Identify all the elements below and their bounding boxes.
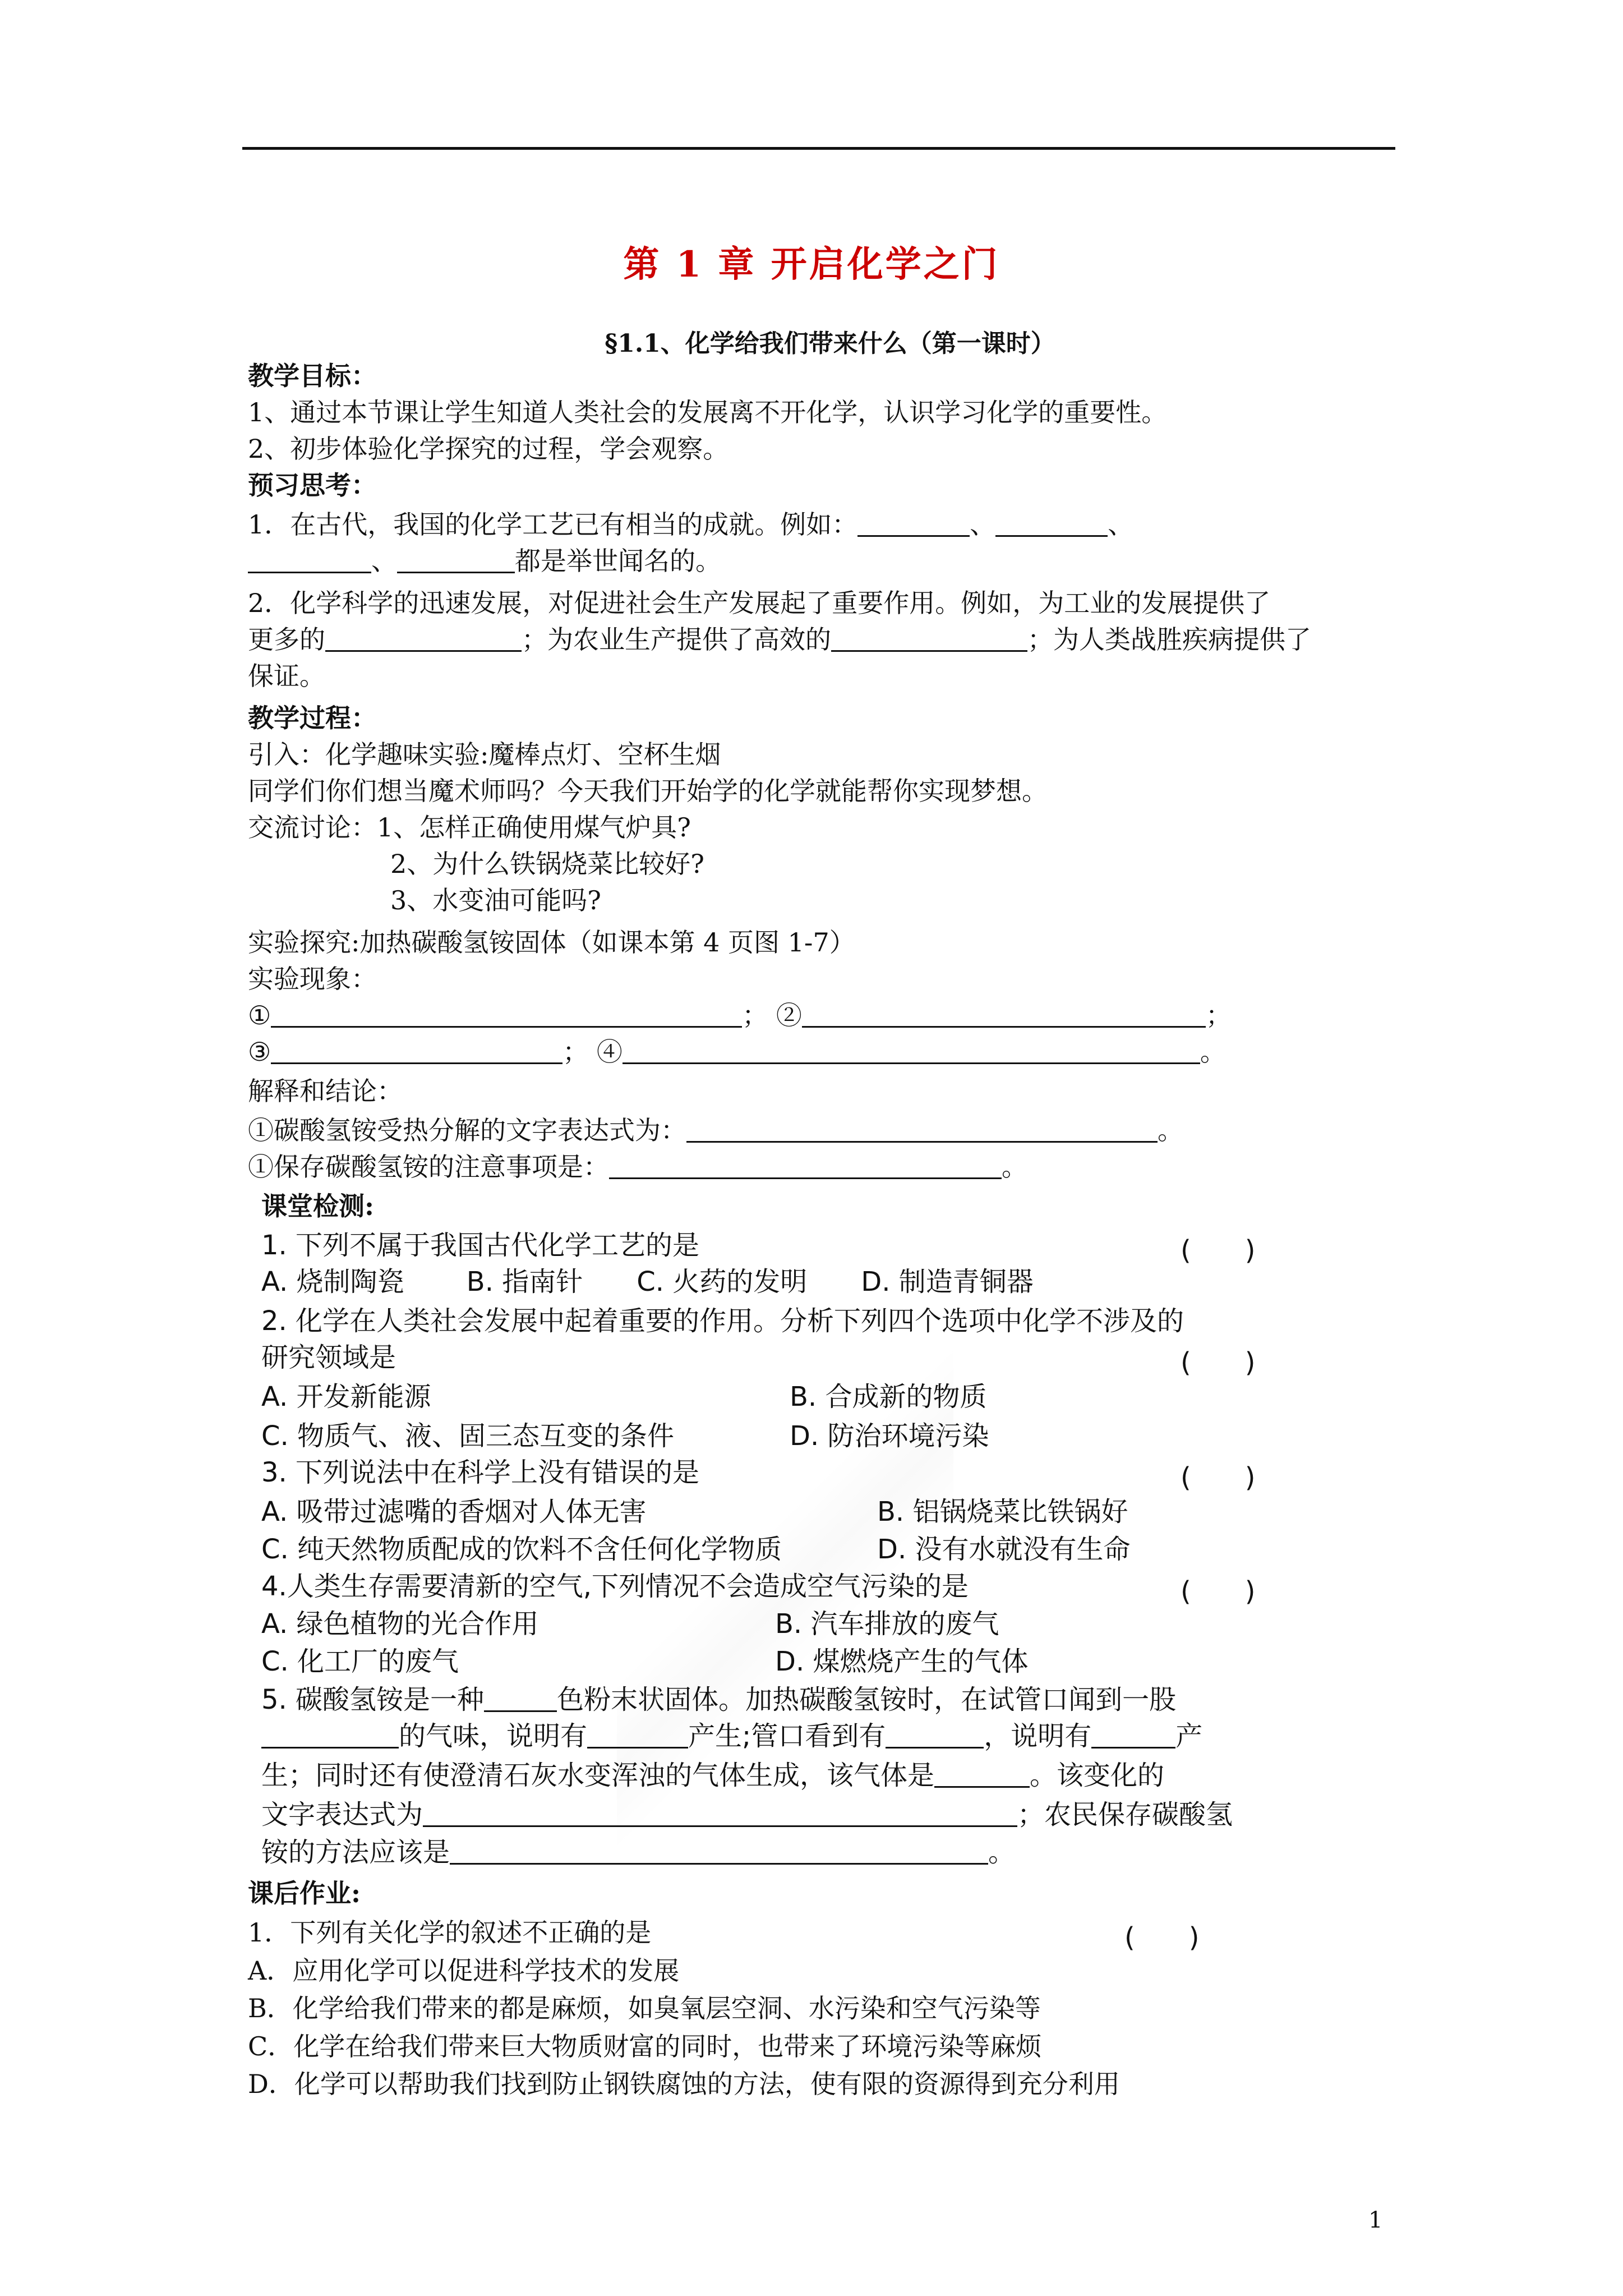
conclusion-1 (248, 1114, 1403, 1147)
answer-blank[interactable] (271, 1036, 562, 1064)
q5-text: 产生;管口看到有 (688, 1720, 886, 1752)
punct: ； (1205, 1000, 1232, 1030)
q5-text: ，说明有 (984, 1720, 1092, 1752)
answer-blank[interactable] (831, 623, 1027, 652)
check-q5-line1 (261, 1683, 1417, 1717)
check-q2-option-d: D. 防治环境污染 (790, 1420, 989, 1452)
conclusion-2 (248, 1150, 1403, 1184)
check-q1-options: A. 烧制陶瓷 B. 指南针 C. 火药的发明 D. 制造青铜器 (261, 1266, 1034, 1297)
q5-text: 文字表达式为 (261, 1799, 423, 1830)
phenomena-label: 实验现象： (248, 964, 377, 994)
discussion-item: 1、怎样正确使用煤气炉具? (377, 812, 691, 843)
objective-1: 1、通过本节课让学生知道人类社会的发展离不开化学，认识学习化学的重要性。 (248, 397, 1168, 427)
answer-blank[interactable] (1091, 1720, 1175, 1749)
preview-q1-line1 (248, 508, 1403, 541)
process-heading: 教学过程： (248, 703, 377, 733)
check-q4-option-c: C. 化工厂的废气 (261, 1646, 459, 1677)
punct: 。 (1002, 1152, 1027, 1182)
answer-paren[interactable]: ( ) (1181, 1235, 1256, 1266)
answer-blank[interactable] (857, 508, 970, 537)
q5-text: 生；同时还有使澄清石灰水变浑浊的气体生成，该气体是 (261, 1760, 935, 1791)
discussion-item: 3、水变油可能吗? (390, 885, 601, 915)
answer-blank[interactable] (934, 1759, 1030, 1788)
answer-blank[interactable] (261, 1720, 399, 1749)
check-q2-line1: 2. 化学在人类社会发展中起着重要的作用。分析下列四个选项中化学不涉及的 (261, 1305, 1184, 1337)
mark: ② (776, 1000, 802, 1030)
preview-q2-line3: 保证。 (248, 661, 325, 691)
discussion-line-1 (248, 811, 1403, 844)
objectives-heading: 教学目标： (248, 361, 377, 391)
check-q4-option-b: B. 汽车排放的废气 (775, 1608, 999, 1640)
mark: ④ (596, 1037, 623, 1067)
punct: 。 (1200, 1037, 1226, 1067)
answer-blank[interactable] (397, 545, 515, 573)
separator: 、 (970, 509, 996, 540)
punct: ； (742, 1000, 768, 1030)
phenomena-line-1 (248, 999, 1403, 1032)
check-q5-line5 (261, 1835, 1417, 1869)
q5-text: 。 (988, 1837, 1016, 1868)
page-number: 1 (1368, 2207, 1383, 2233)
preview-heading: 预习思考： (248, 470, 377, 500)
objective-2: 2、初步体验化学探究的过程，学会观察。 (248, 434, 729, 464)
punct: 。 (1158, 1115, 1183, 1145)
preview-q1-line2 (248, 544, 1403, 578)
homework-heading: 课后作业: (248, 1878, 361, 1908)
answer-blank[interactable] (325, 623, 522, 652)
q5-text: ；农民保存碳酸氢 (1017, 1799, 1233, 1830)
preview-q2-line1: 2．化学科学的迅速发展，对促进社会生产发展起了重要作用。例如，为工业的发展提供了 (248, 588, 1271, 618)
preview-q2-line2 (248, 623, 1403, 656)
answer-paren[interactable]: ( ) (1181, 1576, 1256, 1607)
preview-q2-text: ；为人类战胜疾病提供了 (1027, 624, 1311, 655)
separator: 、 (1108, 509, 1134, 540)
discussion-label: 交流讨论： (248, 812, 377, 843)
q5-text: 的气味，说明有 (399, 1720, 588, 1752)
check-q3-option-b: B. 铝锅烧菜比铁锅好 (877, 1496, 1128, 1527)
mark: ③ (248, 1037, 271, 1067)
check-q5-line2 (261, 1719, 1417, 1753)
q5-text: 产 (1175, 1720, 1203, 1752)
preview-q2-text: 更多的 (248, 624, 325, 655)
homework-option-c: C．化学在给我们带来巨大物质财富的同时，也带来了环境污染等麻烦 (248, 2031, 1042, 2062)
check-q2-option-c: C. 物质气、液、固三态互变的条件 (261, 1420, 675, 1452)
q5-text: 。该变化的 (1030, 1760, 1165, 1791)
answer-blank[interactable] (248, 545, 371, 573)
answer-paren[interactable]: ( ) (1181, 1462, 1256, 1493)
section-title: §1.1、化学给我们带来什么（第一课时） (605, 329, 1055, 358)
mark: ① (248, 1000, 271, 1030)
experiment-line: 实验探究:加热碳酸氢铵固体（如课本第 4 页图 1-7） (248, 927, 855, 958)
chapter-title: 第 1 章 开启化学之门 (623, 243, 1000, 286)
check-q5-line4 (261, 1798, 1417, 1832)
check-q5-line3 (261, 1759, 1417, 1792)
check-q2-option-b: B. 合成新的物质 (790, 1381, 987, 1412)
check-q3-option-a: A. 吸带过滤嘴的香烟对人体无害 (261, 1496, 647, 1527)
conclusion-text: ①碳酸氢铵受热分解的文字表达式为： (248, 1115, 686, 1145)
answer-blank[interactable] (587, 1720, 688, 1749)
homework-q1: 1．下列有关化学的叙述不正确的是 (248, 1917, 652, 1948)
preview-q1-end: 都是举世闻名的。 (515, 546, 721, 576)
header-rule (242, 147, 1395, 150)
q5-text: 色粉末状固体。加热碳酸氢铵时，在试管口闻到一股 (557, 1684, 1177, 1715)
answer-blank[interactable] (802, 999, 1206, 1028)
punct: ； (562, 1037, 589, 1067)
check-q3-option-c: C. 纯天然物质配成的饮料不含任何化学物质 (261, 1534, 782, 1565)
answer-paren[interactable]: ( ) (1181, 1347, 1256, 1378)
homework-option-b: B．化学给我们带来的都是麻烦，如臭氧层空洞、水污染和空气污染等 (248, 1993, 1041, 2023)
answer-blank[interactable] (609, 1151, 1002, 1179)
answer-blank[interactable] (484, 1683, 557, 1712)
check-heading: 课堂检测: (261, 1191, 374, 1221)
phenomena-line-2 (248, 1035, 1403, 1069)
answer-blank[interactable] (886, 1720, 984, 1749)
check-q2-option-a: A. 开发新能源 (261, 1381, 431, 1412)
q5-text: 铵的方法应该是 (261, 1837, 450, 1868)
preview-q2-text: ；为农业生产提供了高效的 (522, 624, 831, 655)
process-intro: 引入：化学趣味实验:魔棒点灯、空杯生烟 (248, 739, 721, 770)
check-q3-option-d: D. 没有水就没有生命 (877, 1534, 1131, 1565)
process-line2: 同学们你们想当魔术师吗？今天我们开始学的化学就能帮你实现梦想。 (248, 776, 1048, 806)
answer-blank[interactable] (995, 508, 1108, 537)
answer-blank[interactable] (623, 1036, 1200, 1064)
conclusion-label: 解释和结论： (248, 1076, 403, 1106)
discussion-item: 2、为什么铁锅烧菜比较好? (390, 849, 704, 879)
conclusion-text: ①保存碳酸氢铵的注意事项是： (248, 1152, 609, 1182)
check-q4-option-d: D. 煤燃烧产生的气体 (775, 1646, 1029, 1677)
answer-blank[interactable] (271, 999, 742, 1028)
check-q4: 4.人类生存需要清新的空气,下列情况不会造成空气污染的是 (261, 1571, 969, 1602)
answer-paren[interactable]: ( ) (1124, 1922, 1200, 1953)
answer-blank[interactable] (450, 1836, 988, 1865)
preview-q1-text: 1．在古代，我国的化学工艺已有相当的成就。例如： (248, 509, 858, 540)
check-q1: 1. 下列不属于我国古代化学工艺的是 (261, 1230, 700, 1261)
check-q2-line2: 研究领域是 (261, 1342, 396, 1373)
homework-option-a: A．应用化学可以促进科学技术的发展 (248, 1955, 680, 1986)
q5-text: 5. 碳酸氢铵是一种 (261, 1684, 485, 1715)
answer-blank[interactable] (423, 1798, 1017, 1827)
answer-blank[interactable] (686, 1114, 1158, 1143)
check-q4-option-a: A. 绿色植物的光合作用 (261, 1608, 539, 1640)
separator: 、 (371, 546, 397, 576)
homework-option-d: D．化学可以帮助我们找到防止钢铁腐蚀的方法，使有限的资源得到充分利用 (248, 2069, 1120, 2099)
check-q3: 3. 下列说法中在科学上没有错误的是 (261, 1457, 700, 1488)
